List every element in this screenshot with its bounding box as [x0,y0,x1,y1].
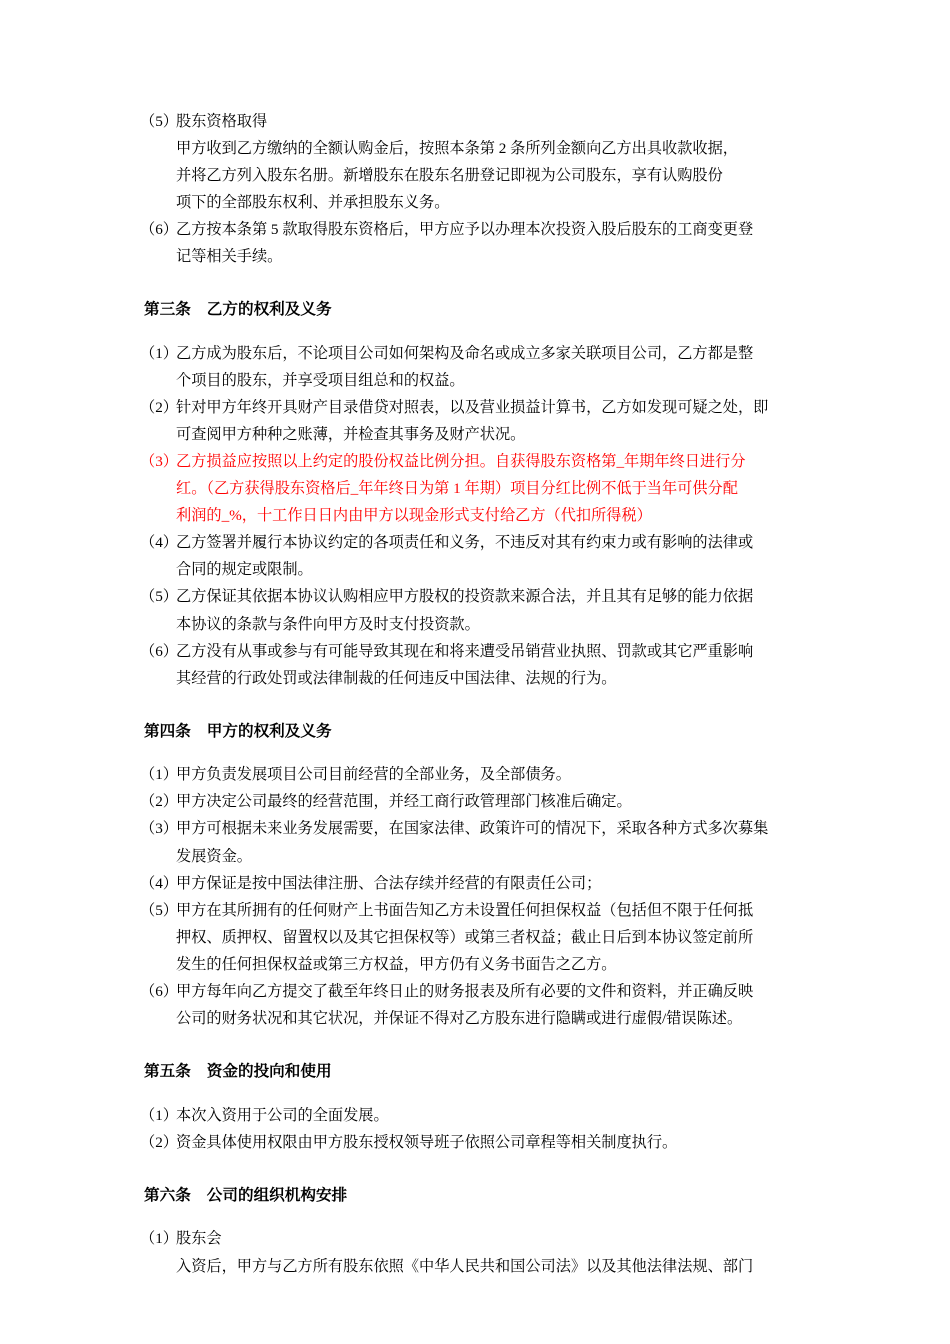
list-text: 发展资金。 [176,847,252,865]
list-item [140,1129,810,1156]
list-item [140,394,810,448]
list-text: 乙方损益应按照以上约定的股份权益比例分担。自获得股东资格第_年期年终日进行分 [176,453,746,471]
list-marker: （2） [140,399,178,417]
section-number: 第四条 [144,722,191,740]
list-item [140,1102,810,1129]
list-marker: （5） [140,588,178,606]
list-marker: （1） [140,1230,178,1248]
list-item [140,1225,810,1252]
list-item [140,788,810,815]
paragraph-line: 甲方收到乙方缴纳的全额认购金后，按照本条第 2 条所列金额向乙方出具收款收据， [176,140,738,158]
list-item [140,529,810,583]
list-text: 合同的规定或限制。 [176,561,313,579]
list-text: 甲方在其所拥有的任何财产上书面告知乙方未设置任何担保权益（包括但不限于任何抵 [176,901,754,919]
list-marker: （5） [140,901,178,919]
list-marker: （4） [140,874,178,892]
list-text: 乙方成为股东后，不论项目公司如何架构及命名或成立多家关联项目公司，乙方都是整 [176,345,754,363]
list-block [140,1102,810,1156]
list-marker: （6） [140,221,178,239]
section-title: 资金的投向和使用 [206,1062,332,1080]
list-marker: （3） [140,453,178,471]
list-item [140,108,810,135]
list-text: 可查阅甲方种种之账薄，并检查其事务及财产状况。 [176,426,526,444]
paragraph-line: 项下的全部股东权利、并承担股东义务。 [176,194,450,212]
list-text: 红。（乙方获得股东资格后_年年终日为第 1 年期）项目分红比例不低于当年可供分配 [176,480,738,498]
section-number: 第五条 [144,1062,191,1080]
list-item-highlighted [140,448,810,529]
list-marker: （6） [140,982,178,1000]
list-text: 本协议的条款与条件向甲方及时支付投资款。 [176,615,480,633]
list-text: 乙方按本条第 5 款取得股东资格后，甲方应予以办理本次投资入股后股东的工商变更登 [176,221,754,239]
list-marker: （3） [140,820,178,838]
list-text: 公司的财务状况和其它状况，并保证不得对乙方股东进行隐瞒或进行虚假/错误陈述。 [176,1009,743,1027]
paragraph-line: 入资后，甲方与乙方所有股东依照《中华人民共和国公司法》以及其他法律法规、部门 [176,1257,754,1275]
list-text: 甲方可根据未来业务发展需要，在国家法律、政策许可的情况下，采取各种方式多次募集 [176,820,769,838]
list-marker: （4） [140,534,178,552]
list-item [140,340,810,394]
section-heading [140,718,810,746]
section-title: 公司的组织机构安排 [206,1186,348,1204]
paragraph-line: 并将乙方列入股东名册。新增股东在股东名册登记即视为公司股东，享有认购股份 [176,167,723,185]
section-heading [140,1182,810,1210]
list-marker: （2） [140,793,178,811]
list-text: 利润的_%，十工作日日内由甲方以现金形式支付给乙方（代扣所得税） [176,507,652,525]
list-text: 甲方每年向乙方提交了截至年终日止的财务报表及所有必要的文件和资料，并正确反映 [176,982,754,1000]
list-item [140,815,810,869]
list-text: 股东资格取得 [176,113,268,130]
list-text: 记等相关手续。 [176,248,283,266]
list-item [140,216,810,270]
list-block [140,340,810,692]
section-heading [140,296,810,324]
section-number: 第三条 [144,301,191,319]
section-title: 乙方的权利及义务 [206,301,332,319]
list-item [140,978,810,1032]
list-text: 其经营的行政处罚或法律制裁的任何违反中国法律、法规的行为。 [176,669,617,687]
list-marker: （1） [140,766,178,784]
list-marker: （1） [140,345,178,363]
list-item [140,870,810,897]
list-text: 股东会 [176,1230,222,1248]
list-text: 本次入资用于公司的全面发展。 [176,1106,389,1124]
list-text: 乙方签署并履行本协议约定的各项责任和义务，不违反对其有约束力或有影响的法律或 [176,534,754,552]
list-text: 针对甲方年终开具财产目录借贷对照表，以及营业损益计算书，乙方如发现可疑之处，即 [176,399,769,417]
list-text: 个项目的股东，并享受项目组总和的权益。 [176,372,465,390]
list-item [140,761,810,788]
document-body [140,108,810,1280]
section-heading [140,1058,810,1086]
list-text: 乙方没有从事或参与有可能导致其现在和将来遭受吊销营业执照、罚款或其它严重影响 [176,642,754,660]
list-marker: （2） [140,1133,178,1151]
paragraph-block [140,1253,810,1280]
list-marker: （1） [140,1106,178,1124]
section-title: 甲方的权利及义务 [206,722,332,740]
list-text: 甲方保证是按中国法律注册、合法存续并经营的有限责任公司； [176,874,602,892]
list-item [140,897,810,978]
paragraph-block [140,135,810,216]
list-marker: （6） [140,642,178,660]
list-text: 甲方决定公司最终的经营范围，并经工商行政管理部门核准后确定。 [176,793,632,811]
list-item [140,583,810,637]
list-text: 资金具体使用权限由甲方股东授权领导班子依照公司章程等相关制度执行。 [176,1133,678,1151]
list-block [140,761,810,1031]
list-text: 押权、质押权、留置权以及其它担保权等）或第三者权益；截止日后到本协议签定前所 [176,928,754,946]
list-text: 甲方负责发展项目公司目前经营的全部业务，及全部债务。 [176,766,571,784]
list-text: 乙方保证其依据本协议认购相应甲方股权的投资款来源合法，并且其有足够的能力依据 [176,588,754,606]
list-marker: （5） [140,113,178,130]
list-item [140,638,810,692]
list-text: 发生的任何担保权益或第三方权益，甲方仍有义务书面告之乙方。 [176,955,617,973]
section-number: 第六条 [144,1186,191,1204]
